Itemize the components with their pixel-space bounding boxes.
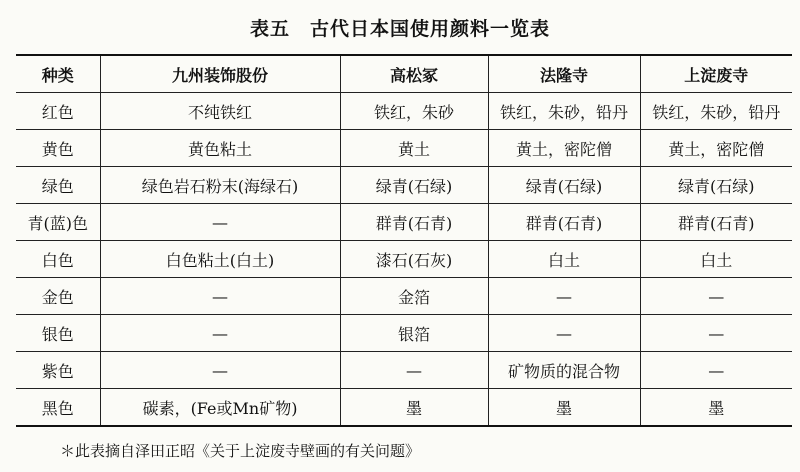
table-cell: — [640,278,792,315]
footnote: ＊此表摘自泽田正昭《关于上淀废寺壁画的有关问题》 [60,442,421,460]
table-row [16,278,792,315]
table-cell: 金箔 [340,278,488,315]
table-cell: 银箔 [340,315,488,352]
table-row [16,167,792,204]
table-cell: 黄色粘土 [100,130,340,167]
table-cell: 群青(石青) [640,204,792,241]
table-cell: 群青(石青) [488,204,640,241]
table-row [16,204,792,241]
pigment-table-container [16,54,792,427]
row-label-cell: 金色 [16,278,100,315]
table-cell: 绿青(石绿) [640,167,792,204]
table-cell: 漆石(石灰) [340,241,488,278]
table-cell: — [340,352,488,389]
column-header: 法隆寺 [488,55,640,93]
column-header: 上淀废寺 [640,55,792,93]
table-cell: 绿青(石绿) [488,167,640,204]
row-label-cell: 紫色 [16,352,100,389]
table-cell: 铁红，朱砂，铅丹 [488,93,640,130]
table-cell: 墨 [488,389,640,427]
pigment-table [16,54,792,427]
table-row [16,315,792,352]
row-label-cell: 黑色 [16,389,100,427]
header-row [16,55,792,93]
table-row [16,93,792,130]
table-cell: 白土 [488,241,640,278]
table-cell: 墨 [640,389,792,427]
table-cell: 不纯铁红 [100,93,340,130]
row-label-cell: 红色 [16,93,100,130]
table-cell: — [100,278,340,315]
table-cell: — [100,352,340,389]
table-cell: 碳素，(Fe或Mn矿物) [100,389,340,427]
row-label-cell: 绿色 [16,167,100,204]
table-cell: — [640,352,792,389]
table-row [16,352,792,389]
table-cell: 群青(石青) [340,204,488,241]
table-row [16,389,792,427]
table-cell: 黄土 [340,130,488,167]
column-header: 种类 [16,55,100,93]
table-cell: 铁红，朱砂 [340,93,488,130]
table-row [16,130,792,167]
table-cell: 铁红，朱砂，铅丹 [640,93,792,130]
row-label-cell: 银色 [16,315,100,352]
table-cell: — [488,315,640,352]
table-cell: — [640,315,792,352]
table-body [16,93,792,427]
row-label-cell: 黄色 [16,130,100,167]
table-cell: 矿物质的混合物 [488,352,640,389]
row-label-cell: 白色 [16,241,100,278]
table-cell: — [100,315,340,352]
table-cell: 绿青(石绿) [340,167,488,204]
table-title: 表五 古代日本国使用颜料一览表 [249,18,550,40]
table-cell: 黄土，密陀僧 [488,130,640,167]
table-cell: — [100,204,340,241]
table-cell: — [488,278,640,315]
table-row [16,241,792,278]
table-cell: 白土 [640,241,792,278]
table-cell: 白色粘土(白土) [100,241,340,278]
row-label-cell: 青(蓝)色 [16,204,100,241]
column-header: 高松冢 [340,55,488,93]
table-cell: 墨 [340,389,488,427]
column-header: 九州装饰股份 [100,55,340,93]
table-cell: 黄土，密陀僧 [640,130,792,167]
table-cell: 绿色岩石粉末(海绿石) [100,167,340,204]
